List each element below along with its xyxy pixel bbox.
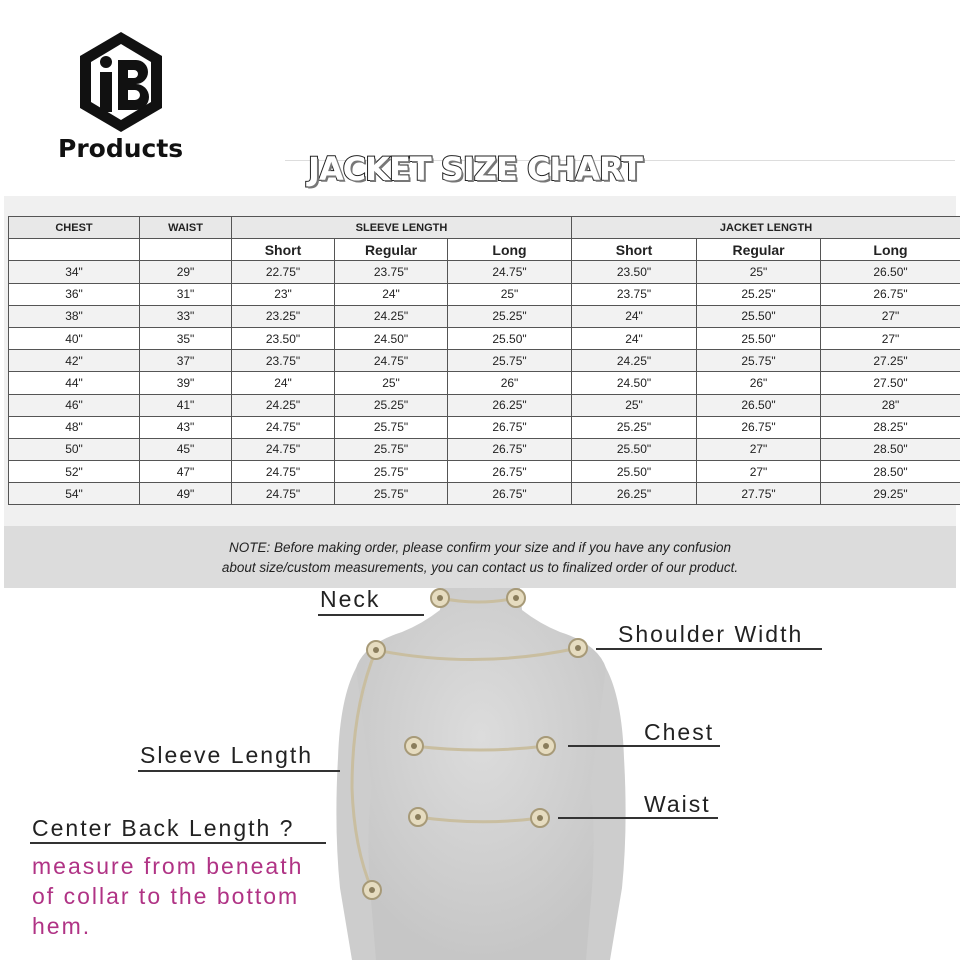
- table-cell: 29.25": [821, 483, 960, 505]
- table-row: [9, 261, 960, 283]
- table-cell: 26.75": [448, 483, 572, 505]
- table-cell: 24.75": [448, 261, 572, 283]
- label-shoulder-width: Shoulder Width: [618, 621, 804, 647]
- underline-waist: [558, 817, 718, 819]
- page-title: JACKET SIZE CHART: [308, 150, 642, 188]
- size-chart-panel: [4, 196, 956, 526]
- table-cell: 26.75": [448, 416, 572, 438]
- brand-logo: [58, 30, 188, 170]
- header-jacket-long: Long: [821, 239, 960, 261]
- table-cell: 34": [9, 261, 140, 283]
- label-center-back-length: Center Back Length ?: [32, 815, 295, 841]
- table-cell: 25.50": [572, 461, 697, 483]
- label-neck: Neck: [320, 586, 381, 612]
- table-cell: 23.75": [232, 350, 335, 372]
- table-cell: 27": [821, 305, 960, 327]
- header-sleeve-regular: Regular: [335, 239, 448, 261]
- table-cell: 35": [140, 327, 232, 349]
- size-chart-body: [9, 261, 960, 505]
- table-cell: 44": [9, 372, 140, 394]
- table-cell: 25": [572, 394, 697, 416]
- table-cell: 25.25": [697, 283, 821, 305]
- table-cell: 46": [9, 394, 140, 416]
- table-cell: 24.25": [335, 305, 448, 327]
- table-cell: 23": [232, 283, 335, 305]
- table-cell: 28.50": [821, 438, 960, 460]
- table-cell: 24.75": [232, 438, 335, 460]
- table-cell: 25": [335, 372, 448, 394]
- table-cell: 24": [335, 283, 448, 305]
- table-cell: 25.25": [335, 394, 448, 416]
- table-cell: 25.50": [448, 327, 572, 349]
- header-chest: CHEST: [9, 217, 140, 239]
- table-cell: 24.75": [335, 350, 448, 372]
- table-cell: 26.75": [821, 283, 960, 305]
- measurement-figure: [0, 588, 960, 960]
- table-cell: 25.75": [697, 350, 821, 372]
- header-blank: [140, 239, 232, 261]
- table-cell: 45": [140, 438, 232, 460]
- order-note: [4, 526, 956, 588]
- table-cell: 27.75": [697, 483, 821, 505]
- table-cell: 26.50": [697, 394, 821, 416]
- table-row: [9, 461, 960, 483]
- table-cell: 28.50": [821, 461, 960, 483]
- table-cell: 27.50": [821, 372, 960, 394]
- table-cell: 47": [140, 461, 232, 483]
- table-cell: 37": [140, 350, 232, 372]
- table-row: [9, 438, 960, 460]
- table-cell: 40": [9, 327, 140, 349]
- table-cell: 25.75": [335, 483, 448, 505]
- header-sleeve-short: Short: [232, 239, 335, 261]
- table-cell: 41": [140, 394, 232, 416]
- table-cell: 23.25": [232, 305, 335, 327]
- table-cell: 26": [448, 372, 572, 394]
- table-cell: 25": [697, 261, 821, 283]
- instruction-line-1: measure from beneath: [32, 853, 304, 879]
- table-row: [9, 350, 960, 372]
- underline-shoulder: [596, 648, 822, 650]
- header-jacket-length: JACKET LENGTH: [572, 217, 960, 239]
- label-waist: Waist: [644, 791, 711, 817]
- instruction-line-3: hem.: [32, 913, 92, 939]
- header-jacket-regular: Regular: [697, 239, 821, 261]
- label-chest: Chest: [644, 719, 715, 745]
- table-cell: 39": [140, 372, 232, 394]
- table-cell: 25.50": [697, 327, 821, 349]
- table-cell: 36": [9, 283, 140, 305]
- table-cell: 31": [140, 283, 232, 305]
- table-cell: 24.50": [335, 327, 448, 349]
- header-sleeve-long: Long: [448, 239, 572, 261]
- table-row: [9, 483, 960, 505]
- table-cell: 54": [9, 483, 140, 505]
- table-cell: 24": [232, 372, 335, 394]
- table-cell: 28.25": [821, 416, 960, 438]
- table-cell: 26.50": [821, 261, 960, 283]
- table-cell: 24.25": [232, 394, 335, 416]
- table-cell: 25.50": [572, 438, 697, 460]
- table-cell: 24.50": [572, 372, 697, 394]
- table-cell: 24": [572, 305, 697, 327]
- table-cell: 43": [140, 416, 232, 438]
- table-cell: 25.75": [448, 350, 572, 372]
- note-line-1: NOTE: Before making order, please confirm your size and if you have any confusion: [228, 540, 731, 555]
- underline-chest: [568, 745, 720, 747]
- table-cell: 24.75": [232, 483, 335, 505]
- table-cell: 25.75": [335, 438, 448, 460]
- table-row: [9, 327, 960, 349]
- table-cell: 25": [448, 283, 572, 305]
- table-cell: 24": [572, 327, 697, 349]
- table-cell: 25.25": [448, 305, 572, 327]
- table-cell: 25.75": [335, 416, 448, 438]
- table-cell: 42": [9, 350, 140, 372]
- table-cell: 23.50": [572, 261, 697, 283]
- table-cell: 23.75": [335, 261, 448, 283]
- table-cell: 48": [9, 416, 140, 438]
- note-line-2: about size/custom measurements, you can contact us to finalized order of our product.: [221, 560, 739, 575]
- table-cell: 26.25": [572, 483, 697, 505]
- table-row: [9, 305, 960, 327]
- table-row: [9, 372, 960, 394]
- underline-sleeve: [138, 770, 340, 772]
- table-cell: 27": [697, 438, 821, 460]
- table-cell: 49": [140, 483, 232, 505]
- table-cell: 38": [9, 305, 140, 327]
- table-cell: 24.75": [232, 461, 335, 483]
- table-cell: 26.75": [697, 416, 821, 438]
- table-cell: 52": [9, 461, 140, 483]
- header-waist: WAIST: [140, 217, 232, 239]
- table-row: [9, 416, 960, 438]
- table-cell: 25.25": [572, 416, 697, 438]
- table-cell: 28": [821, 394, 960, 416]
- table-cell: 25.50": [697, 305, 821, 327]
- table-cell: 50": [9, 438, 140, 460]
- table-cell: 29": [140, 261, 232, 283]
- table-cell: 23.50": [232, 327, 335, 349]
- table-cell: 24.25": [572, 350, 697, 372]
- table-row: [9, 283, 960, 305]
- header-sleeve-length: SLEEVE LENGTH: [232, 217, 572, 239]
- table-cell: 27": [697, 461, 821, 483]
- size-chart-table: [8, 216, 960, 505]
- brand-name: Products: [58, 134, 184, 163]
- table-row: [9, 394, 960, 416]
- table-cell: 26.25": [448, 394, 572, 416]
- ib-logo-icon: [78, 30, 164, 134]
- table-cell: 27.25": [821, 350, 960, 372]
- table-cell: 24.75": [232, 416, 335, 438]
- table-cell: 26.75": [448, 438, 572, 460]
- table-cell: 22.75": [232, 261, 335, 283]
- underline-neck: [318, 614, 424, 616]
- table-cell: 26": [697, 372, 821, 394]
- label-sleeve-length: Sleeve Length: [140, 742, 314, 768]
- table-cell: 25.75": [335, 461, 448, 483]
- table-cell: 26.75": [448, 461, 572, 483]
- instruction-line-2: of collar to the bottom: [32, 883, 300, 909]
- table-cell: 23.75": [572, 283, 697, 305]
- header-blank: [9, 239, 140, 261]
- header-jacket-short: Short: [572, 239, 697, 261]
- underline-center-back: [30, 842, 326, 844]
- table-cell: 27": [821, 327, 960, 349]
- table-cell: 33": [140, 305, 232, 327]
